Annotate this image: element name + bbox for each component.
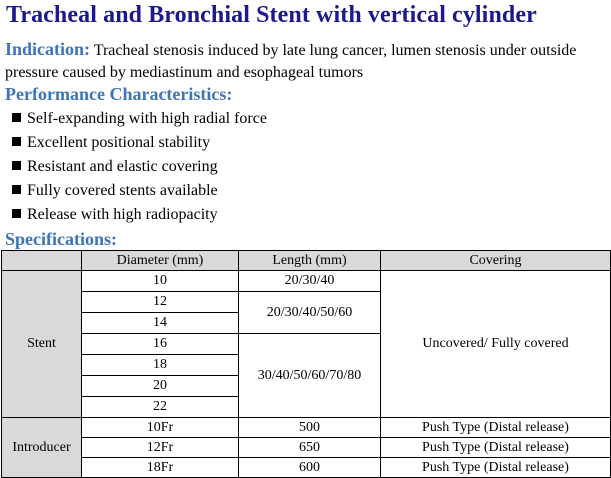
table-cell: 10Fr bbox=[82, 418, 239, 438]
table-cell: 10 bbox=[82, 271, 239, 292]
table-cell: 30/40/50/60/70/80 bbox=[239, 334, 381, 418]
list-item bbox=[12, 155, 267, 179]
table-cell: 22 bbox=[82, 397, 239, 418]
table-row bbox=[2, 458, 611, 478]
indication-label: Indication: bbox=[5, 39, 91, 59]
feature-text: Self-expanding with high radial force bbox=[27, 110, 267, 127]
feature-text: Fully covered stents available bbox=[27, 182, 218, 199]
square-bullet-icon bbox=[12, 209, 21, 218]
square-bullet-icon bbox=[12, 185, 21, 194]
list-item bbox=[12, 179, 267, 203]
table-cell: 20/30/40 bbox=[239, 271, 381, 292]
square-bullet-icon bbox=[12, 161, 21, 170]
square-bullet-icon bbox=[12, 113, 21, 122]
indication-text: Tracheal stenosis induced by late lung cancer, lumen stenosis under outside pressure caused by mediastinum and esophageal tumors bbox=[5, 42, 577, 81]
table-cell: 20/30/40/50/60 bbox=[239, 292, 381, 334]
row-group-label: Stent bbox=[2, 271, 82, 418]
table-cell: 14 bbox=[82, 313, 239, 334]
table-cell: 16 bbox=[82, 334, 239, 355]
table-cell: Push Type (Distal release) bbox=[381, 438, 611, 458]
performance-heading: Performance Characteristics: bbox=[5, 84, 233, 104]
table-cell: 500 bbox=[239, 418, 381, 438]
feature-text: Resistant and elastic covering bbox=[27, 158, 218, 175]
row-group-label: Introducer bbox=[2, 418, 82, 478]
list-item bbox=[12, 203, 267, 227]
table-row bbox=[2, 418, 611, 438]
square-bullet-icon bbox=[12, 137, 21, 146]
list-item bbox=[12, 131, 267, 155]
list-item bbox=[12, 107, 267, 131]
performance-list bbox=[12, 107, 267, 227]
table-cell: 650 bbox=[239, 438, 381, 458]
column-header: Length (mm) bbox=[239, 251, 381, 271]
table-cell: 18 bbox=[82, 355, 239, 376]
table-cell: 20 bbox=[82, 376, 239, 397]
specifications-heading: Specifications: bbox=[5, 229, 117, 249]
specifications-table bbox=[1, 250, 611, 478]
feature-text: Excellent positional stability bbox=[27, 134, 211, 151]
table-cell: 12 bbox=[82, 292, 239, 313]
table-cell: 600 bbox=[239, 458, 381, 478]
table-cell: 18Fr bbox=[82, 458, 239, 478]
column-header: Diameter (mm) bbox=[82, 251, 239, 271]
page-title: Tracheal and Bronchial Stent with vertical cylinder bbox=[6, 2, 537, 28]
feature-text: Release with high radiopacity bbox=[27, 206, 218, 223]
table-row bbox=[2, 438, 611, 458]
table-cell: Uncovered/ Fully covered bbox=[381, 271, 611, 418]
column-header: Covering bbox=[381, 251, 611, 271]
table-row bbox=[2, 271, 611, 292]
indication-paragraph bbox=[5, 38, 609, 84]
table-cell: Push Type (Distal release) bbox=[381, 458, 611, 478]
column-header bbox=[2, 251, 82, 271]
table-cell: Push Type (Distal release) bbox=[381, 418, 611, 438]
table-header-row bbox=[2, 251, 611, 271]
table-cell: 12Fr bbox=[82, 438, 239, 458]
